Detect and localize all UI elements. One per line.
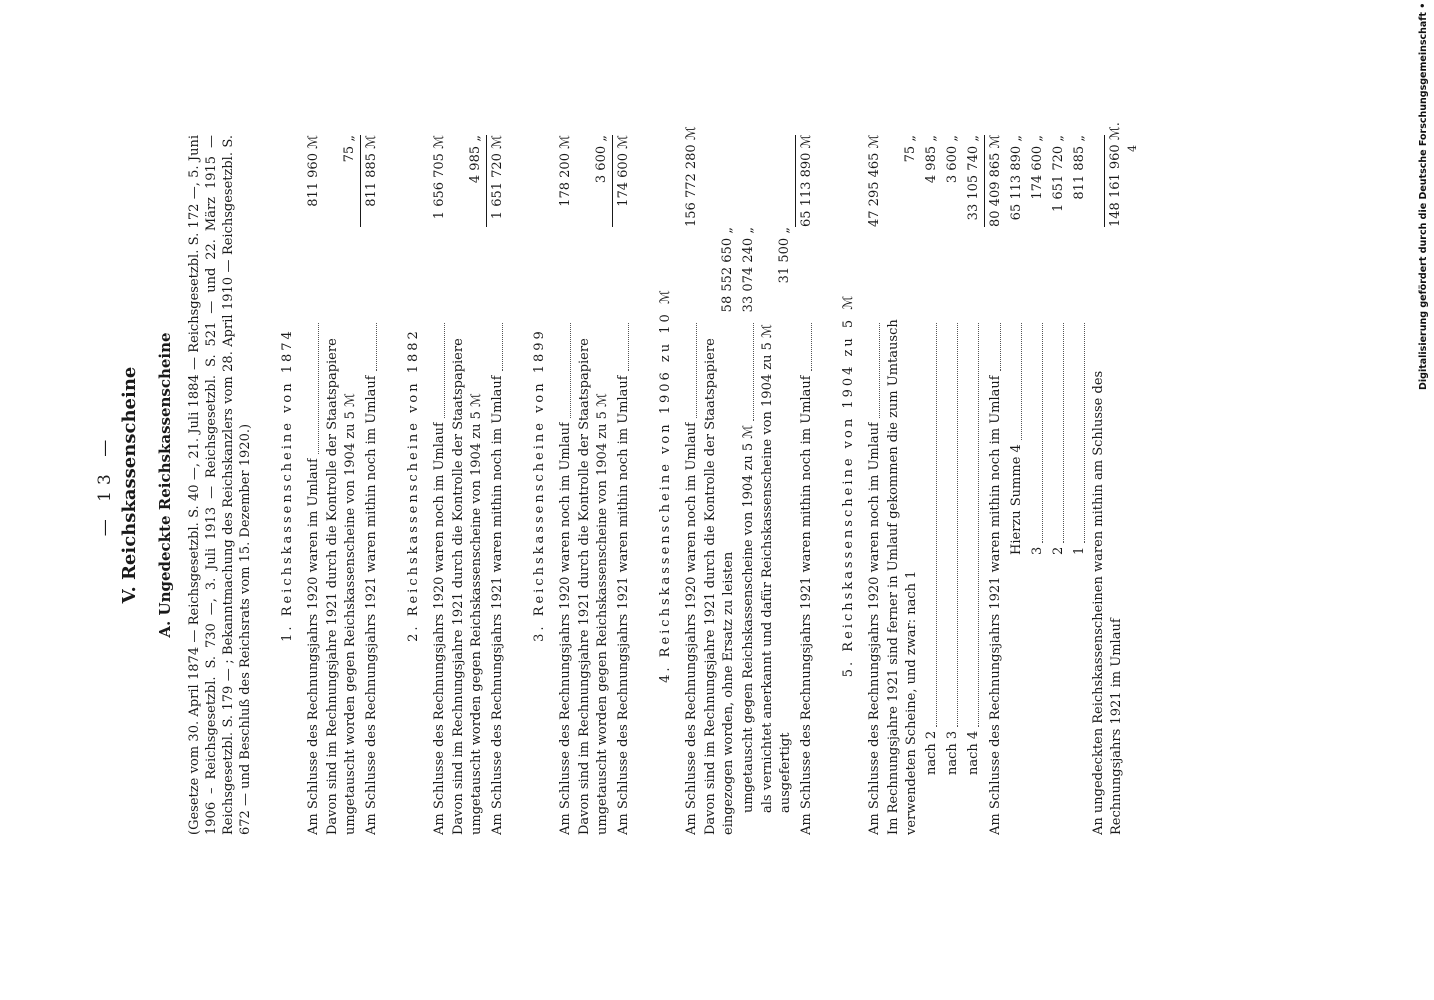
leader-dots (1084, 323, 1085, 543)
ledger-label: Am Schlusse des Rechnungsjahrs 1920 waren noch im Umlauf (432, 422, 447, 835)
amount-total: 65 113 890 ℳ (795, 135, 817, 227)
amount-column: 33 105 740 „ (966, 135, 981, 221)
ledger-label: Am Schlusse des Rechnungsjahrs 1920 waren noch im Umlauf (558, 422, 573, 835)
ledger-row (576, 135, 612, 835)
ledger-label: Davon sind im Rechnungsjahre 1921 durch die Kontrolle der Staatspapiere umgetauscht worden gegen Reichskassenscheine von 1904 zu 5 ℳ (325, 338, 358, 835)
leader-dots (957, 323, 958, 727)
amount-column: 1 656 705 ℳ (432, 135, 447, 220)
ledger-row (1006, 135, 1027, 835)
ledger-row (555, 135, 576, 835)
leader-dots (811, 323, 812, 371)
ledger-row (324, 135, 360, 835)
leader-dots (376, 323, 377, 371)
ledger-label: Davon sind im Rechnungsjahre 1921 durch die Kontrolle der Staatspapiere umgetauscht worden gegen Reichskassenscheine von 1904 zu 5 ℳ (577, 338, 610, 835)
leader-dots (444, 323, 445, 418)
leader-dots (879, 323, 880, 418)
amount-subcolumn: 31 500 „ (777, 227, 792, 284)
amount-column: 4 985 „ (924, 135, 939, 184)
ledger-label: nach 3 (945, 730, 960, 775)
ledger-label: Am Schlusse des Rechnungsjahrs 1921 waren mithin noch im Umlauf (799, 375, 814, 835)
ledger-label: Am Schlusse des Rechnungsjahrs 1920 waren im Umlauf (306, 458, 321, 835)
ledger-row (1069, 135, 1090, 835)
amount-column: 156 772 280 ℳ (684, 126, 699, 227)
ledger-label-cell (921, 319, 942, 835)
ledger-row (450, 135, 486, 835)
amount-column: 811 960 ℳ (306, 135, 321, 207)
section-subtitle: A. Ungedeckte Reichskassenscheine (156, 332, 174, 638)
ledger-row (1027, 135, 1048, 835)
ledger-label: Am Schlusse des Rechnungsjahrs 1921 waren mithin noch im Umlauf (616, 375, 631, 835)
amount-subcolumn: 58 552 650 „ (720, 227, 735, 313)
ledger-label-cell (864, 319, 885, 835)
ledger-label-cell (555, 319, 576, 835)
ledger-label: Im Rechnungsjahre 1921 sind ferner in Umlauf gekommen die zum Umtausch verwendeten Scheine, und zwar: nach 1 (886, 319, 919, 835)
section-heading: 1. Reichskassenscheine von 1874 (280, 328, 295, 642)
ledger-label-cell (681, 319, 702, 835)
amount-column: 3 600 „ (945, 135, 960, 184)
ledger-row (612, 135, 634, 835)
ledger-row (1048, 135, 1069, 835)
dfg-watermark-text: Digitalisierung gefördert durch die Deutsche Forschungsgemeinschaft • (1418, 2, 1429, 390)
amount-column: 65 113 890 „ (1009, 135, 1024, 221)
ledger-row (885, 135, 921, 835)
ledger-label: 2 (1051, 546, 1066, 555)
amount-total: 174 600 ℳ (612, 135, 634, 227)
chapter-title: V. Reichskassenscheine (119, 366, 140, 604)
ledger-row (702, 135, 738, 835)
section-heading: 5. Reichskassenscheine von 1904 zu 5 ℳ (841, 292, 856, 678)
ledger-row (795, 135, 817, 835)
ledger-label-cell (702, 319, 738, 835)
ledger-label-cell (985, 319, 1006, 835)
ledger-row (1090, 122, 1126, 835)
ledger-label-cell (1027, 319, 1048, 835)
leader-dots (570, 323, 571, 418)
amount-subcolumn: 33 074 240 „ (741, 227, 756, 313)
bottom-signature-mark: 4 (1126, 145, 1139, 152)
ledger-label-cell (613, 319, 634, 835)
leader-dots (628, 323, 629, 371)
section-heading: 3. Reichskassenscheine von 1899 (532, 328, 547, 642)
ledger-label-cell (796, 319, 817, 835)
leader-dots (978, 323, 979, 727)
ledger-label-cell (576, 319, 612, 835)
ledger-label-cell (361, 319, 382, 835)
ledger-label: Am Schlusse des Rechnungsjahrs 1921 waren mithin noch im Umlauf (490, 375, 505, 835)
ledger-label-cell (942, 319, 963, 835)
ledger-label: 1 (1072, 546, 1087, 555)
ledger-label: Am Schlusse des Rechnungsjahrs 1921 waren mithin noch im Umlauf (988, 375, 1003, 835)
dfg-watermark (1418, 2, 1432, 390)
ledger-row (759, 135, 795, 835)
ledger-label: nach 2 (924, 730, 939, 775)
leader-dots (936, 323, 937, 727)
ledger-label-cell (759, 319, 795, 835)
ledger-label-cell (1006, 319, 1027, 835)
ledger-label: Am Schlusse des Rechnungsjahrs 1920 waren noch im Umlauf (684, 422, 699, 835)
ledger-label-cell (1090, 319, 1126, 835)
ledger-label: Am Schlusse des Rechnungsjahrs 1921 waren mithin noch im Umlauf (364, 375, 379, 835)
ledger-row (429, 135, 450, 835)
ledger-label-cell (1048, 319, 1069, 835)
amount-total: 80 409 865 ℳ (984, 135, 1006, 227)
leader-dots (696, 323, 697, 418)
amount-column: 174 600 „ (1030, 135, 1045, 200)
leader-dots (1042, 323, 1043, 543)
ledger-label-cell (303, 319, 324, 835)
amount-column: 1 651 720 „ (1051, 135, 1066, 213)
legal-references-paragraph: (Gesetze vom 30. April 1874 — Reichsgesetzbl. S. 40 —, 21. Juli 1884 — Reichsgesetzbl. S. 172 —, 5. Juni 1906 – Reichsgesetzbl. S. 730 —, 3. Juli 1913 — Reichsgesetzbl. S. 521 — und 22. März 1915 — Reichsgesetzbl. S. 179 — ; Bekanntmachung des Reichskanzlers vom 28. April 1910 — Reichsgesetzbl. S. 672 — und Beschluß des Reichsrats vom 15. Dezember 1920.) (187, 135, 253, 835)
ledger-label: Am Schlusse des Rechnungsjahrs 1920 waren noch im Umlauf (867, 422, 882, 835)
amount-column: 4 985 „ (468, 135, 483, 184)
amount-total: 148 161 960 ℳ. (1104, 135, 1126, 227)
ledger-label-cell (738, 319, 759, 835)
amount-column: 75 „ (342, 135, 357, 163)
section-heading: 2. Reichskassenscheine von 1882 (406, 328, 421, 642)
ledger-label: 3 (1030, 546, 1045, 555)
ledger-row (486, 135, 508, 835)
sections-container (280, 122, 1126, 835)
ledger-label-cell (1069, 319, 1090, 835)
ledger-row (942, 135, 963, 835)
leader-dots (753, 323, 754, 421)
amount-column: 47 295 465 ℳ (867, 134, 882, 227)
leader-dots (1000, 323, 1001, 371)
ledger-label: An ungedeckten Reichskassenscheinen waren mithin am Schlusse des Rechnungsjahrs 1921 im Umlauf (1091, 370, 1124, 835)
ledger-label-cell (487, 319, 508, 835)
ledger-row (303, 135, 324, 835)
amount-column: 178 200 ℳ (558, 135, 573, 207)
leader-dots (1021, 323, 1022, 440)
leader-dots (318, 323, 319, 454)
amount-total: 1 651 720 ℳ (486, 135, 508, 227)
ledger-label: als vernichtet anerkannt und dafür Reichskassenscheine von 1904 zu 5 ℳ ausgefertigt (760, 324, 793, 813)
ledger-label-cell (963, 319, 984, 835)
ledger-label: Hierzu Summe 4 (1009, 444, 1024, 555)
leader-dots (502, 323, 503, 371)
ledger-row (984, 135, 1006, 835)
dfg-watermark-text-line (1418, 2, 1432, 390)
amount-total: 811 885 ℳ (360, 135, 382, 227)
ledger-label-cell (324, 319, 360, 835)
ledger-label: Davon sind im Rechnungsjahre 1921 durch die Kontrolle der Staatspapiere eingezogen worden, ohne Ersatz zu leisten (703, 338, 736, 835)
ledger-row (864, 135, 885, 835)
amount-column: 811 885 „ (1072, 135, 1087, 200)
document-page (95, 122, 1139, 835)
amount-column: 3 600 „ (594, 135, 609, 184)
section-heading: 4. Reichskassenscheine von 1906 zu 10 ℳ (658, 287, 673, 683)
ledger-label: Davon sind im Rechnungsjahre 1921 durch die Kontrolle der Staatspapiere umgetauscht worden gegen Reichskassenscheine von 1904 zu 5 ℳ (451, 338, 484, 835)
ledger-label-cell (450, 319, 486, 835)
page-number: — 13 — (95, 433, 115, 537)
ledger-label-cell (429, 319, 450, 835)
ledger-label: umgetauscht gegen Reichskassenscheine von 1904 zu 5 ℳ (741, 424, 756, 813)
ledger-label-cell (885, 319, 921, 835)
ledger-row (963, 135, 984, 835)
ledger-row (681, 126, 702, 835)
ledger-row (738, 135, 759, 835)
ledger-row (921, 135, 942, 835)
leader-dots (1063, 323, 1064, 543)
amount-column: 75 „ (903, 135, 918, 163)
ledger-row (360, 135, 382, 835)
ledger-label: nach 4 (966, 730, 981, 775)
